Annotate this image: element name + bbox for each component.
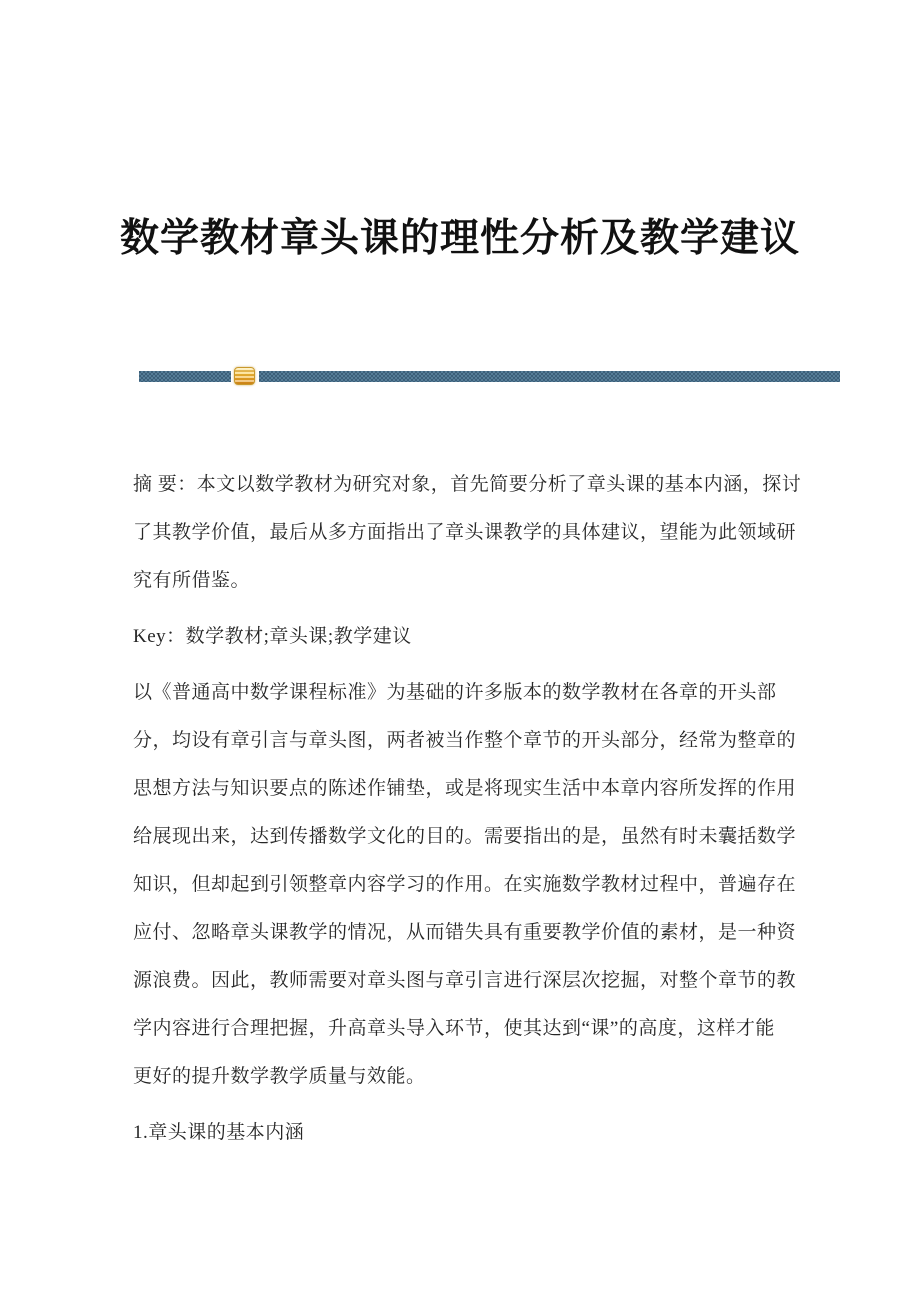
text-line: 更好的提升数学教学质量与效能。 xyxy=(133,1066,426,1087)
text-line: 以《普通高中数学课程标准》为基础的许多版本的数学教材在各章的开头部 xyxy=(133,682,777,703)
gold-seal-icon xyxy=(234,367,255,385)
title-divider xyxy=(139,364,840,390)
text-line: 给展现出来，达到传播数学文化的目的。需要指出的是，虽然有时未囊括数学 xyxy=(133,826,797,847)
text-line: 源浪费。因此，教师需要对章头图与章引言进行深层次挖掘，对整个章节的教 xyxy=(133,970,797,991)
text-line: 了其教学价值，最后从多方面指出了章头课教学的具体建议，望能为此领域研 xyxy=(133,522,797,543)
intro-paragraph xyxy=(133,669,795,1101)
text-line: Key：数学教材;章头课;教学建议 xyxy=(133,626,412,647)
keywords-line xyxy=(133,613,795,661)
text-line: 摘 要：本文以数学教材为研究对象，首先简要分析了章头课的基本内涵，探讨 xyxy=(133,474,802,495)
divider-bar-right-segment xyxy=(259,371,840,382)
text-line: 应付、忽略章头课教学的情况，从而错失具有重要教学价值的素材，是一种资 xyxy=(133,922,797,943)
abstract-paragraph xyxy=(133,461,802,605)
document-body xyxy=(133,461,802,1157)
text-line: 学内容进行合理把握，升高章头导入环节，使其达到“课”的高度，这样才能 xyxy=(133,1018,775,1039)
text-line: 思想方法与知识要点的陈述作铺垫，或是将现实生活中本章内容所发挥的作用 xyxy=(133,778,797,799)
text-line: 究有所借鉴。 xyxy=(133,570,251,591)
text-line: 知识，但却起到引领整章内容学习的作用。在实施数学教材过程中，普遍存在 xyxy=(133,874,797,895)
text-line: 分，均设有章引言与章头图，两者被当作整个章节的开头部分，经常为整章的 xyxy=(133,730,797,751)
section-heading: 1.章头课的基本内涵 xyxy=(133,1122,305,1143)
divider-bar-left-segment xyxy=(139,371,231,382)
document-title: 数学教材章头课的理性分析及教学建议 xyxy=(119,217,800,260)
